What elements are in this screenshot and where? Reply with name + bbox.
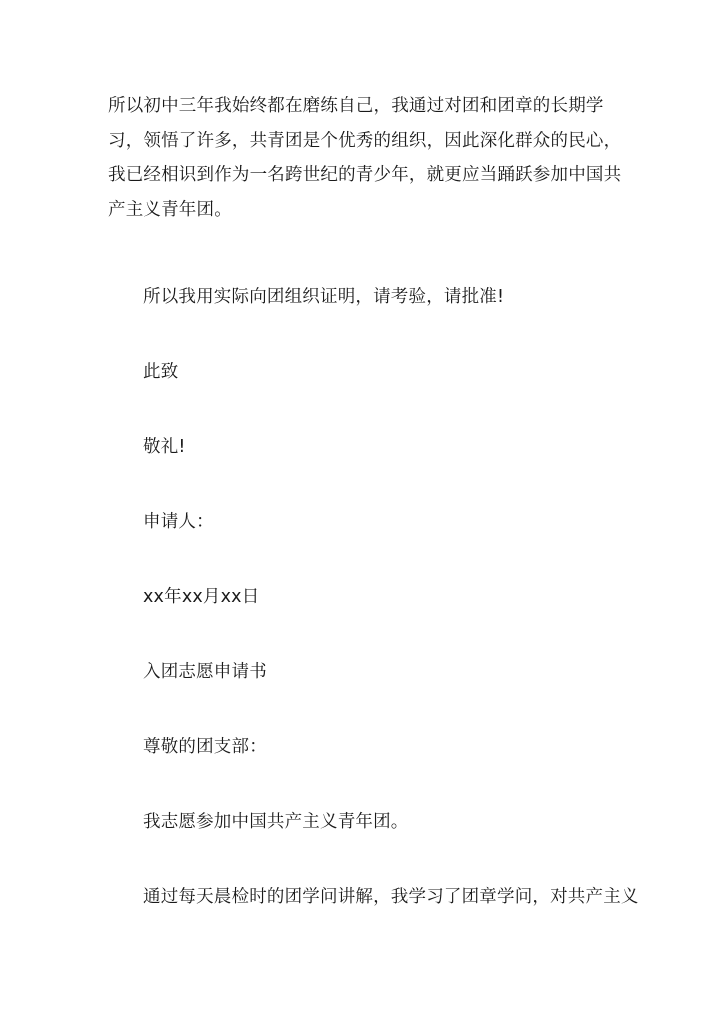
closing-respect: 敬礼!	[143, 437, 186, 457]
paragraph-proof-request: 所以我用实际向团组织证明，请考验，请批准!	[143, 287, 505, 307]
greeting: 尊敬的团支部：	[143, 737, 267, 757]
document-title: 入团志愿申请书	[143, 662, 267, 682]
paragraph-intent: 我志愿参加中国共产主义青年团。	[143, 812, 409, 832]
paragraph-study: 通过每天晨检时的团学问讲解，我学习了团章学问，对共产主义	[143, 887, 639, 907]
paragraph-continuation: 所以初中三年我始终都在磨练自己，我通过对团和团章的长期学习，领悟了许多，共青团是个优秀的组织，因此深化群众的民心，我已经相识到作为一名跨世纪的青少年，就更应当踊跃参加中国共产主义青年团。	[108, 96, 622, 220]
applicant-label: 申请人：	[143, 512, 214, 532]
closing-salutation: 此致	[143, 362, 179, 382]
date-line: xx年xx月xx日	[143, 587, 260, 607]
